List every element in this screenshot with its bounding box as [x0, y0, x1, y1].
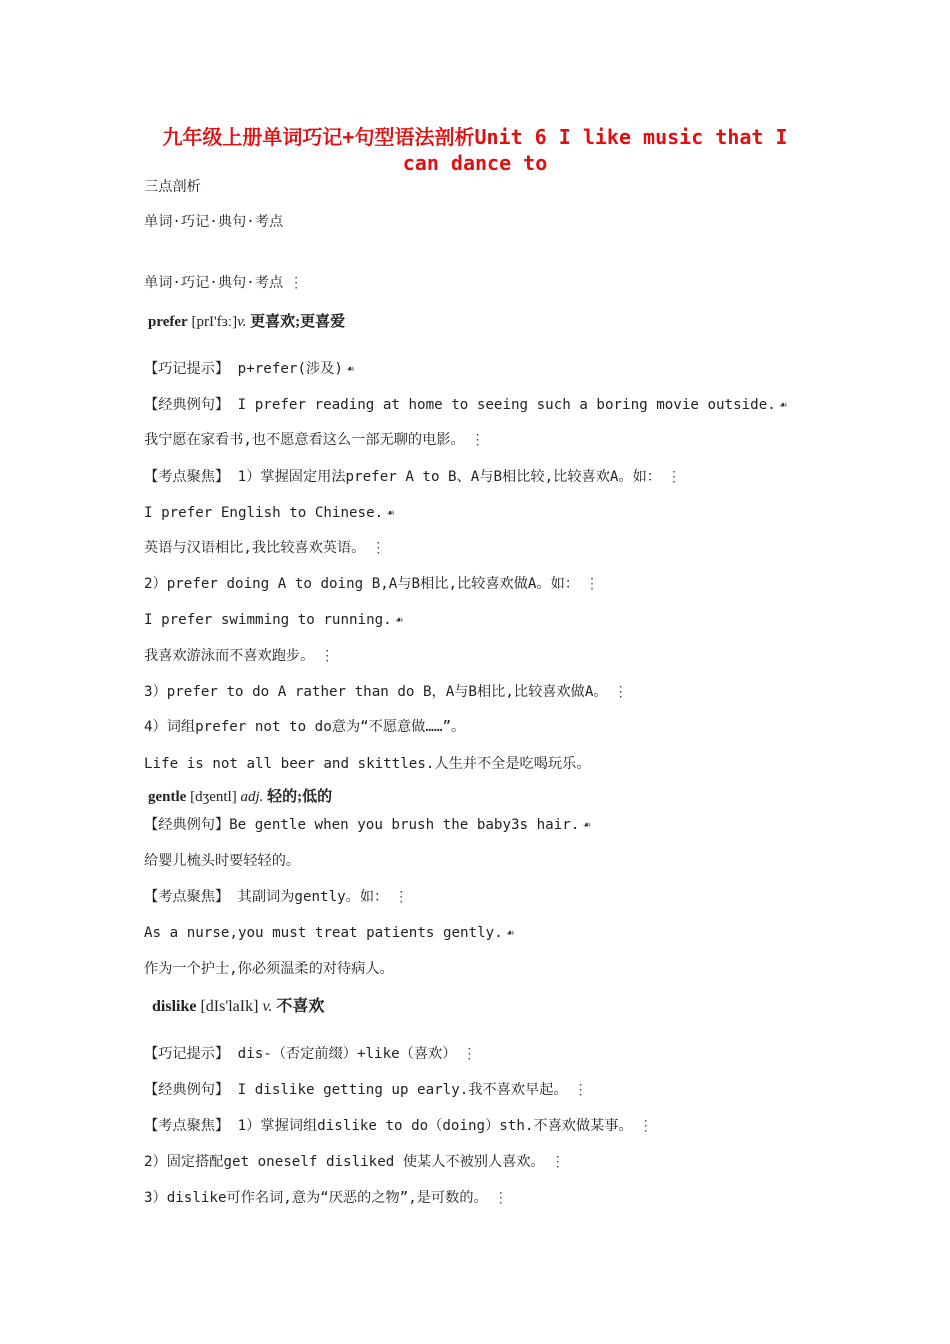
headword-dislike [152, 997, 324, 1017]
section-heading: 三点剖析 [144, 179, 201, 195]
document-title: 九年级上册单词巧记+句型语法剖析Unit 6 I like music that I can dance to [162, 125, 788, 175]
example-line: Life is not all beer and skittles.人生并不全是吃喝玩乐。 [144, 756, 591, 772]
headword-prefer [148, 312, 345, 332]
headword-pos: v. [262, 998, 273, 1015]
headword-phonetic: [dIs'laIk] [200, 998, 259, 1015]
section-subheading-2: 单词·巧记·典句·考点 ⋮ [144, 275, 304, 291]
headword-pos: v. [237, 314, 247, 330]
key-point-line: 【考点聚焦】 其副词为gently。如： ⋮ [144, 889, 409, 905]
translation-line: 给婴儿梳头时要轻轻的。 [144, 853, 301, 869]
headword-meaning: 轻的;低的 [267, 789, 333, 805]
usage-line: 3）dislike可作名词,意为“厌恶的之物”,是可数的。 ⋮ [144, 1190, 508, 1206]
key-point-line: 【考点聚焦】 1）掌握固定用法prefer A to B、A与B相比较,比较喜欢A。如： ⋮ [144, 469, 682, 485]
paragraph-mark-icon: ⋮ [371, 540, 386, 556]
paragraph-mark-icon: ⋮ [394, 889, 409, 905]
headword-gentle [148, 787, 332, 807]
decorative-mark-icon: ☙ [395, 613, 403, 627]
key-point-line: 【考点聚焦】 1）掌握词组dislike to do（doing）sth.不喜欢做某事。 ⋮ [144, 1118, 653, 1134]
decorative-mark-icon: ☙ [346, 362, 355, 376]
translation-line: 我宁愿在家看书,也不愿意看这么一部无聊的电影。 ⋮ [144, 432, 485, 448]
translation-line: 我喜欢游泳而不喜欢跑步。 ⋮ [144, 648, 335, 664]
example-sentence-line: 【经典例句】Be gentle when you brush the baby3s hair. ☙ [144, 817, 591, 833]
headword-term: prefer [148, 314, 188, 330]
translation-line: 英语与汉语相比,我比较喜欢英语。 ⋮ [144, 540, 386, 556]
usage-line: 4）词组prefer not to do意为“不愿意做……”。 [144, 719, 466, 735]
paragraph-mark-icon: ⋮ [585, 576, 600, 592]
paragraph-mark-icon: ⋮ [550, 1154, 565, 1170]
paragraph-mark-icon: ⋮ [613, 684, 628, 700]
decorative-mark-icon: ☙ [506, 926, 514, 940]
example-sentence-line: 【经典例句】 I dislike getting up early.我不喜欢早起。 ⋮ [144, 1082, 588, 1098]
usage-line: 2）prefer doing A to doing B,A与B相比,比较喜欢做A。如： ⋮ [144, 576, 600, 592]
paragraph-mark-icon: ⋮ [573, 1082, 588, 1098]
paragraph-mark-icon: ⋮ [289, 275, 304, 291]
headword-meaning: 更喜欢;更喜爱 [250, 314, 346, 330]
paragraph-mark-icon: ⋮ [470, 432, 485, 448]
memory-tip-line: 【巧记提示】 p+refer(涉及) ☙ [144, 361, 355, 377]
usage-line: 3）prefer to do A rather than do B，A与B相比,比较喜欢做A。 ⋮ [144, 684, 628, 700]
example-line: I prefer English to Chinese. ☙ [144, 505, 395, 521]
decorative-mark-icon: ☙ [387, 506, 395, 520]
decorative-mark-icon: ☙ [583, 818, 591, 832]
headword-meaning: 不喜欢 [276, 998, 325, 1015]
paragraph-mark-icon: ⋮ [320, 648, 335, 664]
example-sentence-line: 【经典例句】 I prefer reading at home to seeing such a boring movie outside. ☙ [144, 397, 788, 413]
paragraph-mark-icon: ⋮ [666, 469, 682, 485]
memory-tip-line: 【巧记提示】 dis-（否定前缀）+like（喜欢） ⋮ [144, 1046, 477, 1062]
paragraph-mark-icon: ⋮ [493, 1190, 508, 1206]
usage-line: 2）固定搭配get oneself disliked 使某人不被别人喜欢。 ⋮ [144, 1154, 565, 1170]
paragraph-mark-icon: ⋮ [638, 1118, 653, 1134]
headword-term: gentle [148, 789, 187, 805]
headword-phonetic: [dʒentl] [190, 789, 237, 805]
example-line: As a nurse,you must treat patients gently. ☙ [144, 925, 514, 941]
paragraph-mark-icon: ⋮ [462, 1046, 477, 1062]
example-line: I prefer swimming to running. ☙ [144, 612, 403, 628]
section-subheading: 单词·巧记·典句·考点 [144, 214, 284, 230]
decorative-mark-icon: ☙ [779, 398, 788, 412]
translation-line: 作为一个护士,你必须温柔的对待病人。 [144, 961, 394, 977]
headword-pos: adj. [240, 789, 264, 805]
headword-term: dislike [152, 998, 197, 1015]
headword-phonetic: [prI'fɜː] [191, 314, 238, 330]
